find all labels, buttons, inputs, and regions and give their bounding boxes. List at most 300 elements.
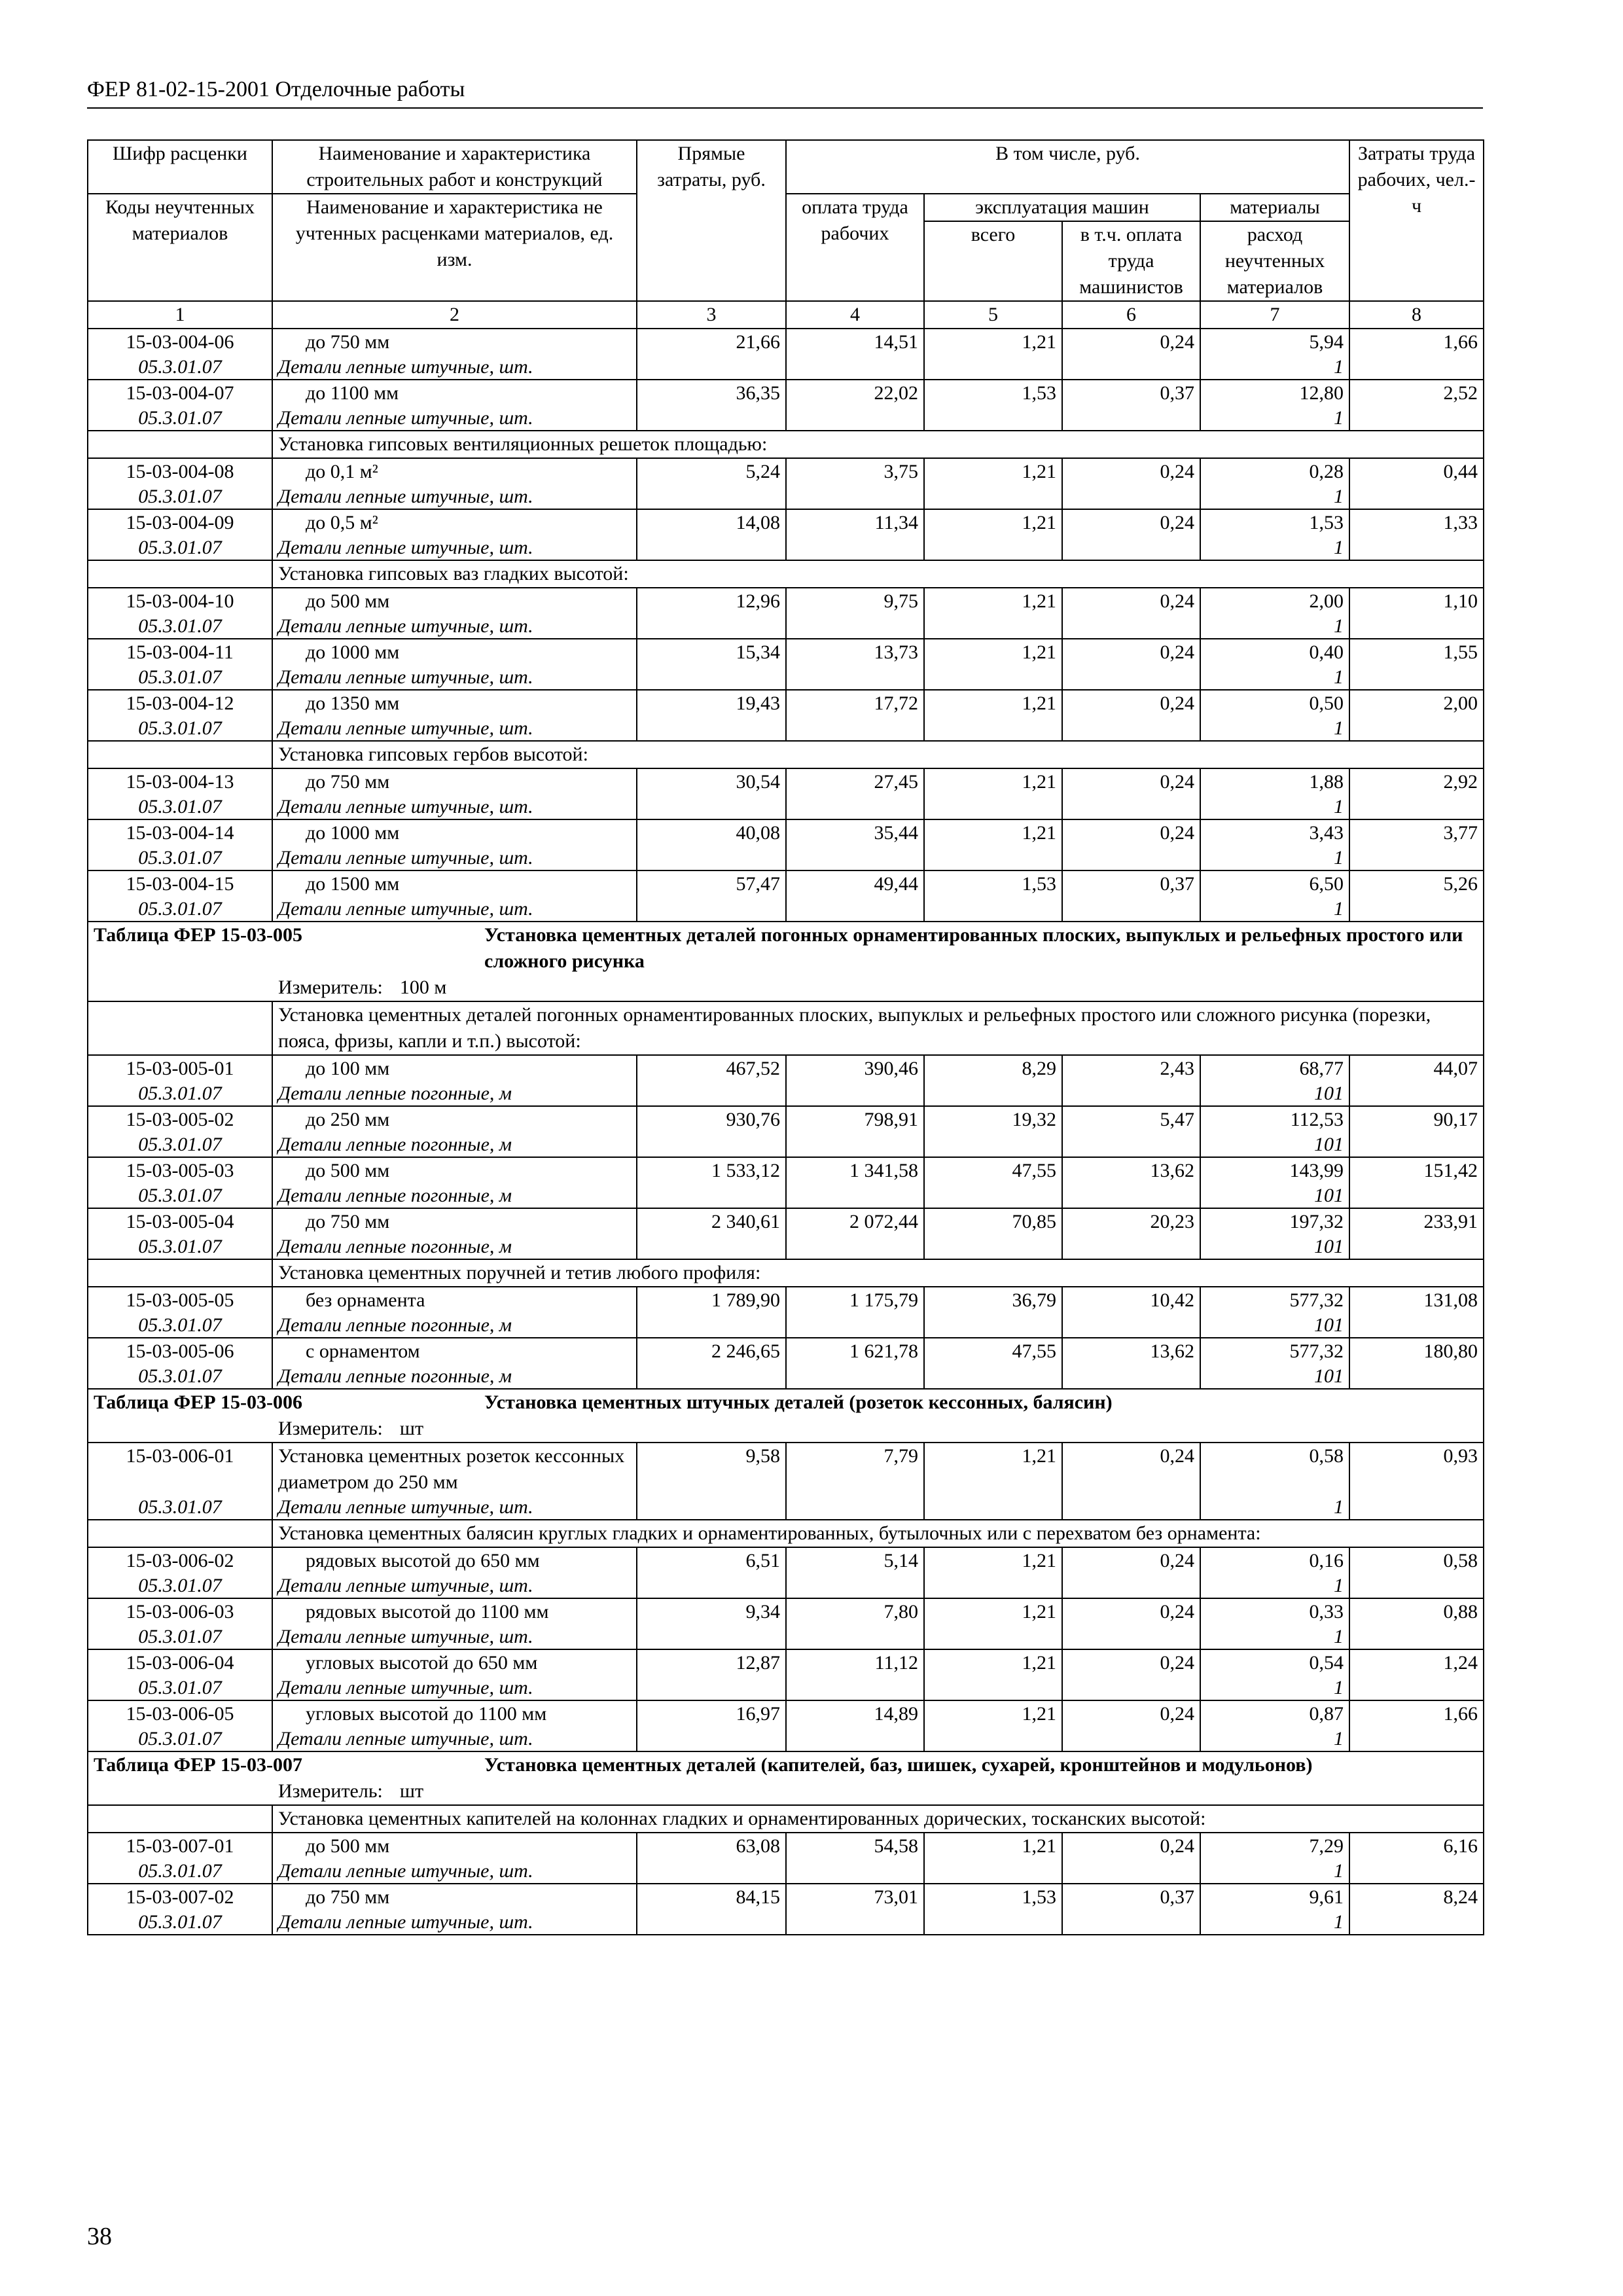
machine-total: 1,21 (924, 768, 1062, 795)
machinist-pay: 10,42 (1062, 1287, 1200, 1314)
empty-cell (1349, 1910, 1484, 1935)
col-laborpay-header: оплата труда рабочих (786, 194, 924, 301)
col-incl-header: В том числе, руб. (786, 140, 1349, 194)
empty-cell (1062, 1184, 1200, 1208)
machine-total: 1,53 (924, 1884, 1062, 1910)
table-row-materials (88, 1574, 1484, 1598)
machinist-pay: 0,24 (1062, 1649, 1200, 1676)
col-num: 8 (1349, 301, 1484, 329)
labor-hours: 1,55 (1349, 639, 1484, 666)
table-row-materials (88, 717, 1484, 741)
empty-cell (1349, 485, 1484, 509)
empty-cell (1349, 615, 1484, 639)
measure-label: Измеритель: (278, 977, 383, 998)
work-name: до 750 мм (272, 1884, 637, 1910)
machine-total: 1,21 (924, 1833, 1062, 1859)
machine-total: 1,21 (924, 329, 1062, 355)
materials-cost: 12,80 (1200, 380, 1349, 406)
machine-total: 1,21 (924, 1443, 1062, 1496)
material-qty: 1 (1200, 1574, 1349, 1598)
labor-pay: 35,44 (786, 819, 924, 846)
direct-cost: 15,34 (637, 639, 786, 666)
labor-hours: 2,52 (1349, 380, 1484, 406)
material-qty: 1 (1200, 1727, 1349, 1751)
material-qty: 1 (1200, 717, 1349, 741)
rate-code: 15-03-006-05 (88, 1700, 272, 1727)
empty-cell (786, 355, 924, 380)
machine-total: 1,53 (924, 380, 1062, 406)
table-row-materials (88, 846, 1484, 870)
section-code-cell (88, 431, 272, 458)
machine-total: 1,21 (924, 1547, 1062, 1574)
col-num: 6 (1062, 301, 1200, 329)
empty-cell (637, 485, 786, 509)
machinist-pay: 0,24 (1062, 1700, 1200, 1727)
empty-cell (786, 717, 924, 741)
material-name: Детали лепные штучные, шт. (272, 1574, 637, 1598)
labor-hours: 1,66 (1349, 1700, 1484, 1727)
section-row (88, 1001, 1484, 1055)
section-text: Установка гипсовых вентиляционных решеток площадью: (272, 431, 1484, 458)
table-row-materials (88, 1235, 1484, 1259)
empty-cell (786, 1676, 924, 1700)
rate-code: 15-03-005-04 (88, 1208, 272, 1235)
empty-cell (1349, 1859, 1484, 1884)
section-text: Установка цементных деталей погонных орнаментированных плоских, выпуклых и рельефных простого или сложного рисунка (порезки, пояса, фризы, капли и т.п.) высотой: (272, 1001, 1484, 1055)
empty-cell (924, 1910, 1062, 1935)
materials-cost: 197,32 (1200, 1208, 1349, 1235)
material-code: 05.3.01.07 (88, 1574, 272, 1598)
empty-cell (637, 1625, 786, 1649)
table-row-materials (88, 1133, 1484, 1157)
section-code-cell (88, 741, 272, 768)
labor-hours: 8,24 (1349, 1884, 1484, 1910)
table-name: Установка цементных штучных деталей (розеток кессонных, балясин) (484, 1391, 1113, 1413)
material-qty: 1 (1200, 406, 1349, 431)
materials-cost: 112,53 (1200, 1106, 1349, 1133)
empty-cell (637, 1365, 786, 1389)
materials-cost: 0,33 (1200, 1598, 1349, 1625)
empty-cell (924, 1314, 1062, 1338)
machine-total: 1,21 (924, 1649, 1062, 1676)
empty-cell (637, 1082, 786, 1106)
empty-cell (1349, 406, 1484, 431)
material-code: 05.3.01.07 (88, 1365, 272, 1389)
work-name: рядовых высотой до 650 мм (272, 1547, 637, 1574)
section-row (88, 1805, 1484, 1833)
table-row (88, 690, 1484, 717)
labor-hours: 6,16 (1349, 1833, 1484, 1859)
work-name: до 0,1 м² (272, 458, 637, 485)
col-machines-header: эксплуатация машин (924, 194, 1200, 221)
labor-pay: 11,34 (786, 509, 924, 536)
empty-cell (1062, 1625, 1200, 1649)
direct-cost: 2 246,65 (637, 1338, 786, 1365)
material-name: Детали лепные штучные, шт. (272, 666, 637, 690)
section-text: Установка цементных капителей на колоннах гладких и орнаментированных дорических, тосканских высотой: (272, 1805, 1484, 1833)
labor-pay: 7,79 (786, 1443, 924, 1496)
work-name: до 250 мм (272, 1106, 637, 1133)
table-title (88, 1751, 1484, 1778)
material-code: 05.3.01.07 (88, 1910, 272, 1935)
direct-cost: 1 789,90 (637, 1287, 786, 1314)
machine-total: 47,55 (924, 1338, 1062, 1365)
empty-cell (924, 1235, 1062, 1259)
empty-cell (1062, 1365, 1200, 1389)
material-name: Детали лепные штучные, шт. (272, 1676, 637, 1700)
materials-cost: 577,32 (1200, 1287, 1349, 1314)
empty-cell (786, 1235, 924, 1259)
empty-cell (924, 536, 1062, 560)
table-row-materials (88, 666, 1484, 690)
labor-pay: 7,80 (786, 1598, 924, 1625)
col-mat-usage-header: расход неучтенных материалов (1200, 221, 1349, 301)
section-text: Установка цементных балясин круглых гладких и орнаментированных, бутылочных или с перехватом без орнамента: (272, 1520, 1484, 1547)
direct-cost: 12,96 (637, 588, 786, 615)
machinist-pay: 0,37 (1062, 1884, 1200, 1910)
work-name: угловых высотой до 1100 мм (272, 1700, 637, 1727)
empty-cell (1349, 717, 1484, 741)
table-row-materials (88, 1496, 1484, 1520)
labor-pay: 17,72 (786, 690, 924, 717)
table-row (88, 509, 1484, 536)
material-code: 05.3.01.07 (88, 666, 272, 690)
machine-total: 1,21 (924, 819, 1062, 846)
empty-cell (1062, 666, 1200, 690)
rate-code: 15-03-005-03 (88, 1157, 272, 1184)
machinist-pay: 0,24 (1062, 458, 1200, 485)
materials-cost: 0,16 (1200, 1547, 1349, 1574)
table-row-materials (88, 1082, 1484, 1106)
material-name: Детали лепные погонные, м (272, 1133, 637, 1157)
empty-cell (924, 1133, 1062, 1157)
empty-cell (786, 406, 924, 431)
empty-cell (637, 1676, 786, 1700)
table-row-materials (88, 1910, 1484, 1935)
direct-cost: 30,54 (637, 768, 786, 795)
table-row (88, 1598, 1484, 1625)
section-row (88, 560, 1484, 588)
rate-code: 15-03-005-01 (88, 1055, 272, 1082)
material-name: Детали лепные погонные, м (272, 1082, 637, 1106)
machine-total: 1,21 (924, 588, 1062, 615)
measure (88, 1416, 1484, 1443)
col-mach-pay-header: в т.ч. оплата труда машинистов (1062, 221, 1200, 301)
work-name: до 500 мм (272, 1157, 637, 1184)
material-qty: 101 (1200, 1082, 1349, 1106)
measure (88, 975, 1484, 1001)
material-name: Детали лепные погонные, м (272, 1235, 637, 1259)
materials-cost: 68,77 (1200, 1055, 1349, 1082)
labor-hours: 0,88 (1349, 1598, 1484, 1625)
empty-cell (1349, 666, 1484, 690)
work-name: рядовых высотой до 1100 мм (272, 1598, 637, 1625)
measure-value: 100 м (399, 977, 447, 998)
labor-hours: 1,10 (1349, 588, 1484, 615)
labor-pay: 1 175,79 (786, 1287, 924, 1314)
empty-cell (637, 1314, 786, 1338)
empty-cell (1062, 1496, 1200, 1520)
rate-code: 15-03-006-03 (88, 1598, 272, 1625)
direct-cost: 36,35 (637, 380, 786, 406)
empty-cell (1349, 1184, 1484, 1208)
direct-cost: 40,08 (637, 819, 786, 846)
direct-cost: 930,76 (637, 1106, 786, 1133)
empty-cell (1062, 485, 1200, 509)
empty-cell (637, 1727, 786, 1751)
materials-cost: 0,54 (1200, 1649, 1349, 1676)
work-name: до 1350 мм (272, 690, 637, 717)
empty-cell (637, 1184, 786, 1208)
materials-cost: 0,28 (1200, 458, 1349, 485)
empty-cell (637, 406, 786, 431)
empty-cell (1349, 1727, 1484, 1751)
table-title-row (88, 1389, 1484, 1416)
material-qty: 1 (1200, 355, 1349, 380)
empty-cell (924, 485, 1062, 509)
table-row (88, 329, 1484, 355)
empty-cell (1349, 1496, 1484, 1520)
material-code: 05.3.01.07 (88, 1314, 272, 1338)
work-name: без орнамента (272, 1287, 637, 1314)
empty-cell (786, 1314, 924, 1338)
labor-pay: 14,51 (786, 329, 924, 355)
col-mach-total-header: всего (924, 221, 1062, 301)
rate-code: 15-03-004-06 (88, 329, 272, 355)
empty-cell (1062, 1235, 1200, 1259)
labor-hours: 1,66 (1349, 329, 1484, 355)
empty-cell (637, 536, 786, 560)
empty-cell (1349, 795, 1484, 819)
labor-hours: 44,07 (1349, 1055, 1484, 1082)
materials-cost: 9,61 (1200, 1884, 1349, 1910)
machine-total: 1,21 (924, 690, 1062, 717)
material-name: Детали лепные штучные, шт. (272, 615, 637, 639)
machinist-pay: 0,24 (1062, 588, 1200, 615)
table-row (88, 1055, 1484, 1082)
section-row (88, 741, 1484, 768)
empty-cell (786, 897, 924, 922)
empty-cell (1062, 795, 1200, 819)
labor-pay: 22,02 (786, 380, 924, 406)
machinist-pay: 0,24 (1062, 819, 1200, 846)
material-code: 05.3.01.07 (88, 1676, 272, 1700)
labor-hours: 0,93 (1349, 1443, 1484, 1496)
work-name: угловых высотой до 650 мм (272, 1649, 637, 1676)
machinist-pay: 0,24 (1062, 329, 1200, 355)
empty-cell (924, 1676, 1062, 1700)
table-row (88, 1547, 1484, 1574)
table-row-materials (88, 615, 1484, 639)
labor-pay: 27,45 (786, 768, 924, 795)
col-labor-header: Затраты труда рабочих, чел.-ч (1349, 140, 1484, 301)
machinist-pay: 0,24 (1062, 1598, 1200, 1625)
labor-pay: 14,89 (786, 1700, 924, 1727)
empty-cell (1349, 897, 1484, 922)
empty-cell (786, 1496, 924, 1520)
measure-value: шт (399, 1780, 424, 1802)
section-row (88, 431, 1484, 458)
empty-cell (786, 1859, 924, 1884)
materials-cost: 0,87 (1200, 1700, 1349, 1727)
empty-cell (924, 1859, 1062, 1884)
direct-cost: 9,58 (637, 1443, 786, 1496)
page-header: ФЕР 81-02-15-2001 Отделочные работы (87, 77, 1483, 109)
direct-cost: 1 533,12 (637, 1157, 786, 1184)
empty-cell (637, 355, 786, 380)
labor-pay: 13,73 (786, 639, 924, 666)
labor-pay: 1 621,78 (786, 1338, 924, 1365)
material-qty: 101 (1200, 1133, 1349, 1157)
empty-cell (637, 1859, 786, 1884)
section-code-cell (88, 1520, 272, 1547)
rate-code: 15-03-007-02 (88, 1884, 272, 1910)
empty-cell (924, 1625, 1062, 1649)
material-qty: 1 (1200, 485, 1349, 509)
materials-cost: 3,43 (1200, 819, 1349, 846)
section-text: Установка цементных поручней и тетив любого профиля: (272, 1259, 1484, 1287)
empty-cell (924, 1727, 1062, 1751)
empty-cell (1062, 406, 1200, 431)
rate-code: 15-03-004-14 (88, 819, 272, 846)
empty-cell (1349, 1365, 1484, 1389)
machine-total: 1,53 (924, 870, 1062, 897)
table-number: Таблица ФЕР 15-03-007 (94, 1754, 302, 1776)
material-code: 05.3.01.07 (88, 485, 272, 509)
material-qty: 1 (1200, 795, 1349, 819)
table-row (88, 1700, 1484, 1727)
col-num: 3 (637, 301, 786, 329)
material-code: 05.3.01.07 (88, 1133, 272, 1157)
empty-cell (1349, 1082, 1484, 1106)
work-name: до 0,5 м² (272, 509, 637, 536)
section-row (88, 1259, 1484, 1287)
work-name: Установка цементных розеток кессонных диаметром до 250 мм (272, 1443, 637, 1496)
material-qty: 1 (1200, 1859, 1349, 1884)
material-name: Детали лепные штучные, шт. (272, 795, 637, 819)
labor-hours: 3,77 (1349, 819, 1484, 846)
table-row-materials (88, 1676, 1484, 1700)
empty-cell (1062, 1133, 1200, 1157)
empty-cell (1349, 1676, 1484, 1700)
rate-code: 15-03-004-08 (88, 458, 272, 485)
material-qty: 1 (1200, 897, 1349, 922)
measure-row (88, 1416, 1484, 1443)
work-name: до 1000 мм (272, 819, 637, 846)
material-code: 05.3.01.07 (88, 897, 272, 922)
empty-cell (1349, 1314, 1484, 1338)
table-row (88, 1833, 1484, 1859)
material-code: 05.3.01.07 (88, 1184, 272, 1208)
materials-cost: 577,32 (1200, 1338, 1349, 1365)
rate-code: 15-03-004-11 (88, 639, 272, 666)
table-name: Установка цементных деталей (капителей, баз, шишек, сухарей, кронштейнов и модульонов) (484, 1754, 1313, 1776)
rate-code: 15-03-005-06 (88, 1338, 272, 1365)
material-code: 05.3.01.07 (88, 1235, 272, 1259)
empty-cell (1349, 1235, 1484, 1259)
work-name: до 1000 мм (272, 639, 637, 666)
empty-cell (637, 615, 786, 639)
measure (88, 1778, 1484, 1805)
empty-cell (637, 1235, 786, 1259)
labor-hours: 1,33 (1349, 509, 1484, 536)
machinist-pay: 0,24 (1062, 1443, 1200, 1496)
labor-pay: 49,44 (786, 870, 924, 897)
rate-code: 15-03-005-02 (88, 1106, 272, 1133)
material-code: 05.3.01.07 (88, 1625, 272, 1649)
rate-code: 15-03-006-02 (88, 1547, 272, 1574)
section-code-cell (88, 1001, 272, 1055)
materials-cost: 6,50 (1200, 870, 1349, 897)
machinist-pay: 5,47 (1062, 1106, 1200, 1133)
table-row (88, 1208, 1484, 1235)
section-code-cell (88, 560, 272, 588)
machinist-pay: 0,24 (1062, 1833, 1200, 1859)
material-qty: 1 (1200, 846, 1349, 870)
empty-cell (637, 1133, 786, 1157)
material-qty: 101 (1200, 1365, 1349, 1389)
materials-cost: 0,50 (1200, 690, 1349, 717)
empty-cell (924, 1496, 1062, 1520)
material-name: Детали лепные штучные, шт. (272, 485, 637, 509)
empty-cell (924, 1184, 1062, 1208)
table-row (88, 870, 1484, 897)
labor-pay: 73,01 (786, 1884, 924, 1910)
material-qty: 101 (1200, 1184, 1349, 1208)
empty-cell (924, 1365, 1062, 1389)
work-name: до 1500 мм (272, 870, 637, 897)
machine-total: 47,55 (924, 1157, 1062, 1184)
empty-cell (1349, 1574, 1484, 1598)
table-row (88, 1649, 1484, 1676)
empty-cell (637, 1910, 786, 1935)
material-qty: 1 (1200, 1910, 1349, 1935)
empty-cell (786, 485, 924, 509)
empty-cell (637, 897, 786, 922)
measure-row (88, 975, 1484, 1001)
work-name: до 500 мм (272, 1833, 637, 1859)
rate-code: 15-03-005-05 (88, 1287, 272, 1314)
section-text: Установка гипсовых гербов высотой: (272, 741, 1484, 768)
empty-cell (924, 1082, 1062, 1106)
empty-cell (1062, 1314, 1200, 1338)
direct-cost: 9,34 (637, 1598, 786, 1625)
table-title-row (88, 1751, 1484, 1778)
table-title (88, 922, 1484, 975)
col-num: 4 (786, 301, 924, 329)
measure-value: шт (399, 1418, 424, 1439)
empty-cell (786, 615, 924, 639)
table-row-materials (88, 1184, 1484, 1208)
empty-cell (637, 666, 786, 690)
materials-cost: 1,88 (1200, 768, 1349, 795)
material-code: 05.3.01.07 (88, 615, 272, 639)
empty-cell (637, 1496, 786, 1520)
empty-cell (786, 1625, 924, 1649)
material-code: 05.3.01.07 (88, 406, 272, 431)
material-qty: 1 (1200, 1496, 1349, 1520)
material-qty: 101 (1200, 1235, 1349, 1259)
empty-cell (786, 1133, 924, 1157)
empty-cell (1062, 615, 1200, 639)
page-number: 38 (87, 2223, 112, 2250)
empty-cell (924, 846, 1062, 870)
empty-cell (1062, 1574, 1200, 1598)
direct-cost: 21,66 (637, 329, 786, 355)
table-row-materials (88, 1314, 1484, 1338)
machinist-pay: 20,23 (1062, 1208, 1200, 1235)
materials-cost: 5,94 (1200, 329, 1349, 355)
